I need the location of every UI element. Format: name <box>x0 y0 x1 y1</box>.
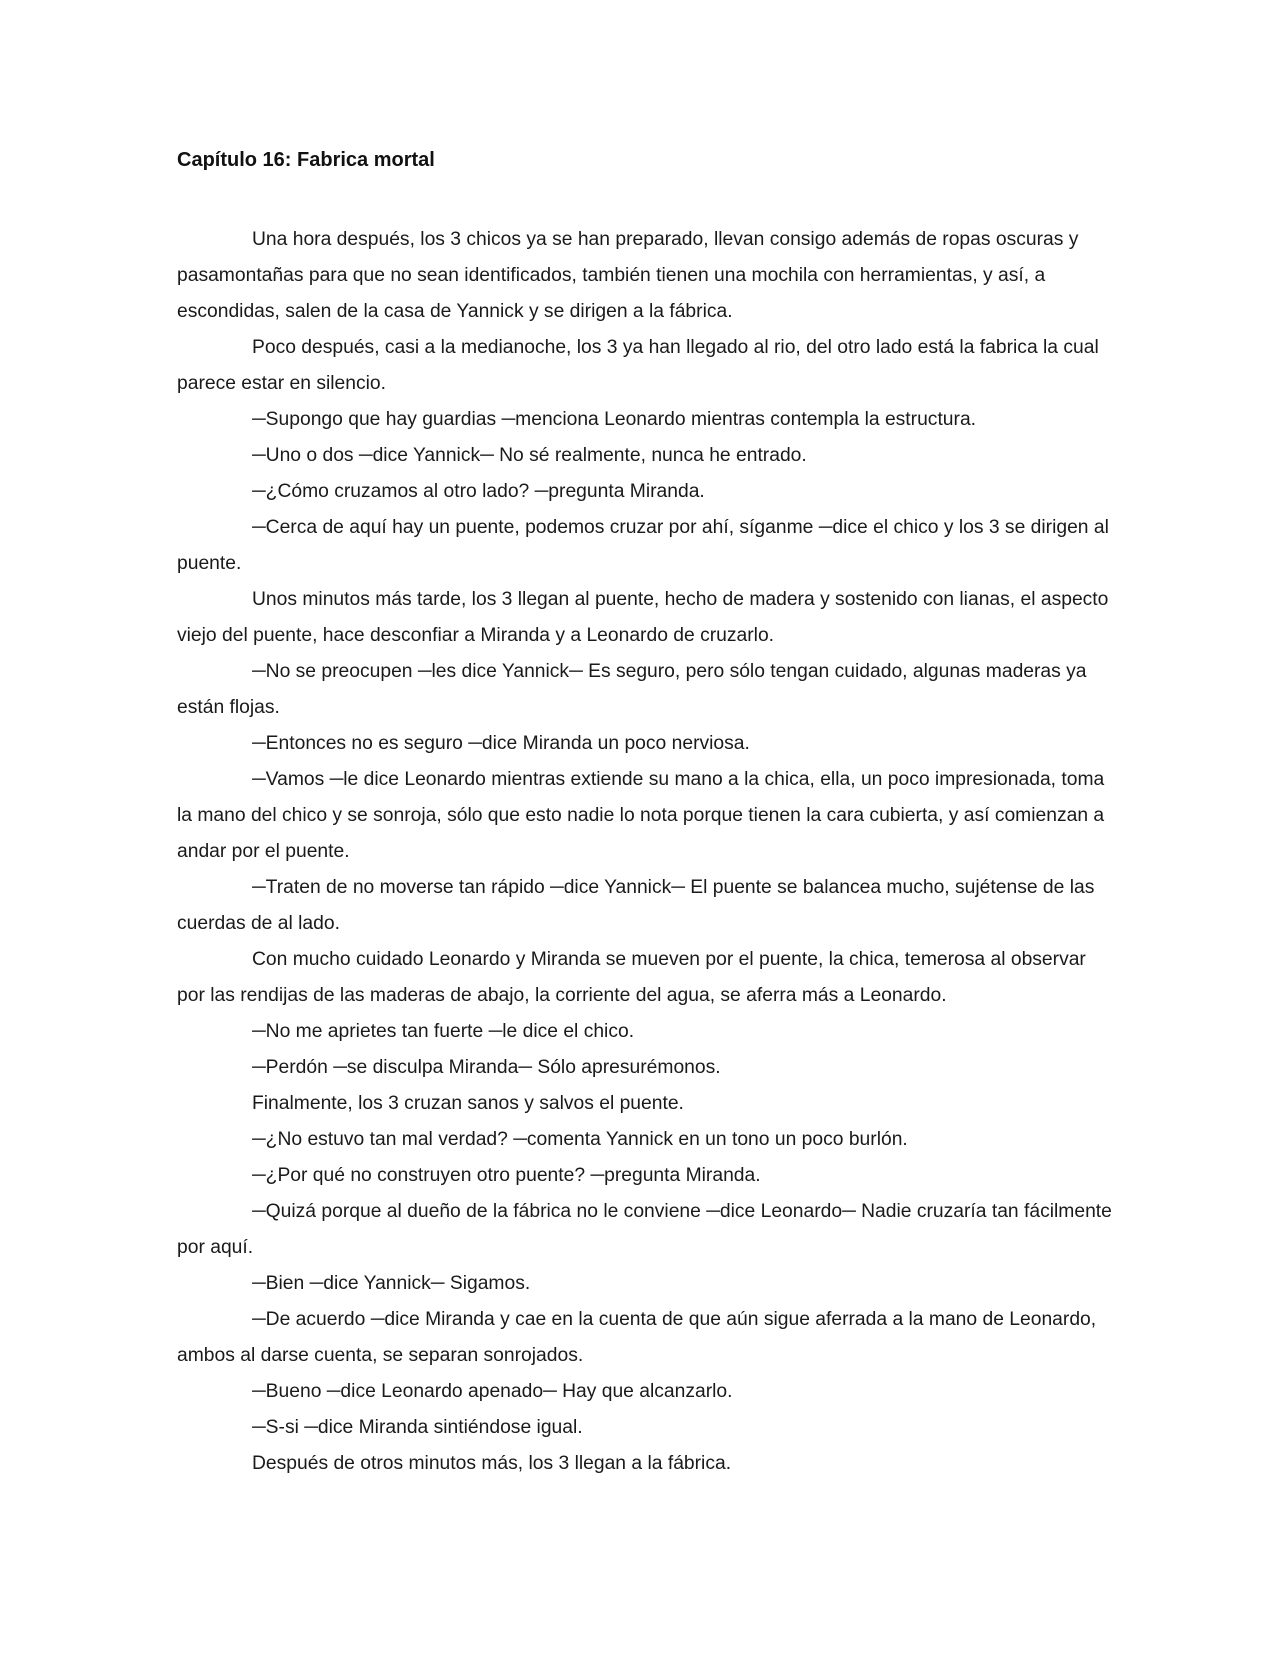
paragraph: Después de otros minutos más, los 3 llegan a la fábrica. <box>252 1453 732 1474</box>
paragraph: ─Vamos ─le dice Leonardo mientras extiende su mano a la chica, ella, un poco impresionada, toma la mano del chico y se sonroja, sólo que esto nadie lo nota porque tienen la cara cubierta, y así comienzan a andar por el puente. <box>177 769 1105 862</box>
paragraph: ─Uno o dos ─dice Yannick─ No sé realmente, nunca he entrado. <box>252 445 807 466</box>
paragraph: ─Bien ─dice Yannick─ Sigamos. <box>252 1273 531 1294</box>
paragraph: ─Cerca de aquí hay un puente, podemos cruzar por ahí, síganme ─dice el chico y los 3 se dirigen al puente. <box>177 517 1109 574</box>
paragraph: ─Traten de no moverse tan rápido ─dice Yannick─ El puente se balancea mucho, sujétense de las cuerdas de al lado. <box>177 877 1095 934</box>
paragraph: Con mucho cuidado Leonardo y Miranda se mueven por el puente, la chica, temerosa al observar por las rendijas de las maderas de abajo, la corriente del agua, se aferra más a Leonardo. <box>177 949 1086 1006</box>
paragraph: ─Quizá porque al dueño de la fábrica no le conviene ─dice Leonardo─ Nadie cruzaría tan fácilmente por aquí. <box>177 1201 1112 1258</box>
paragraph: Finalmente, los 3 cruzan sanos y salvos el puente. <box>252 1093 684 1114</box>
paragraph: Una hora después, los 3 chicos ya se han preparado, llevan consigo además de ropas oscuras y pasamontañas para que no sean identificados, también tienen una mochila con herramientas, y así, a escondidas, salen de la casa de Yannick y se dirigen a la fábrica. <box>177 229 1079 322</box>
paragraph: ─No se preocupen ─les dice Yannick─ Es seguro, pero sólo tengan cuidado, algunas maderas ya están flojas. <box>177 661 1087 718</box>
paragraph: ─Bueno ─dice Leonardo apenado─ Hay que alcanzarlo. <box>252 1381 733 1402</box>
paragraph: ─De acuerdo ─dice Miranda y cae en la cuenta de que aún sigue aferrada a la mano de Leonardo, ambos al darse cuenta, se separan sonrojados. <box>177 1309 1097 1366</box>
chapter-title: Capítulo 16: Fabrica mortal <box>177 149 435 171</box>
paragraph: ─Entonces no es seguro ─dice Miranda un poco nerviosa. <box>252 733 750 754</box>
chapter-body <box>177 222 1115 1482</box>
paragraph: ─¿Cómo cruzamos al otro lado? ─pregunta Miranda. <box>252 481 705 502</box>
paragraph: ─¿No estuvo tan mal verdad? ─comenta Yannick en un tono un poco burlón. <box>252 1129 908 1150</box>
paragraph: ─No me aprietes tan fuerte ─le dice el chico. <box>252 1021 635 1042</box>
paragraph: ─Supongo que hay guardias ─menciona Leonardo mientras contempla la estructura. <box>252 409 977 430</box>
paragraph: ─¿Por qué no construyen otro puente? ─pregunta Miranda. <box>252 1165 761 1186</box>
paragraph: Poco después, casi a la medianoche, los 3 ya han llegado al rio, del otro lado está la fabrica la cual parece estar en silencio. <box>177 337 1099 394</box>
paragraph: ─S-si ─dice Miranda sintiéndose igual. <box>252 1417 583 1438</box>
paragraph: ─Perdón ─se disculpa Miranda─ Sólo apresurémonos. <box>252 1057 721 1078</box>
paragraph: Unos minutos más tarde, los 3 llegan al puente, hecho de madera y sostenido con lianas, el aspecto viejo del puente, hace desconfiar a Miranda y a Leonardo de cruzarlo. <box>177 589 1109 646</box>
